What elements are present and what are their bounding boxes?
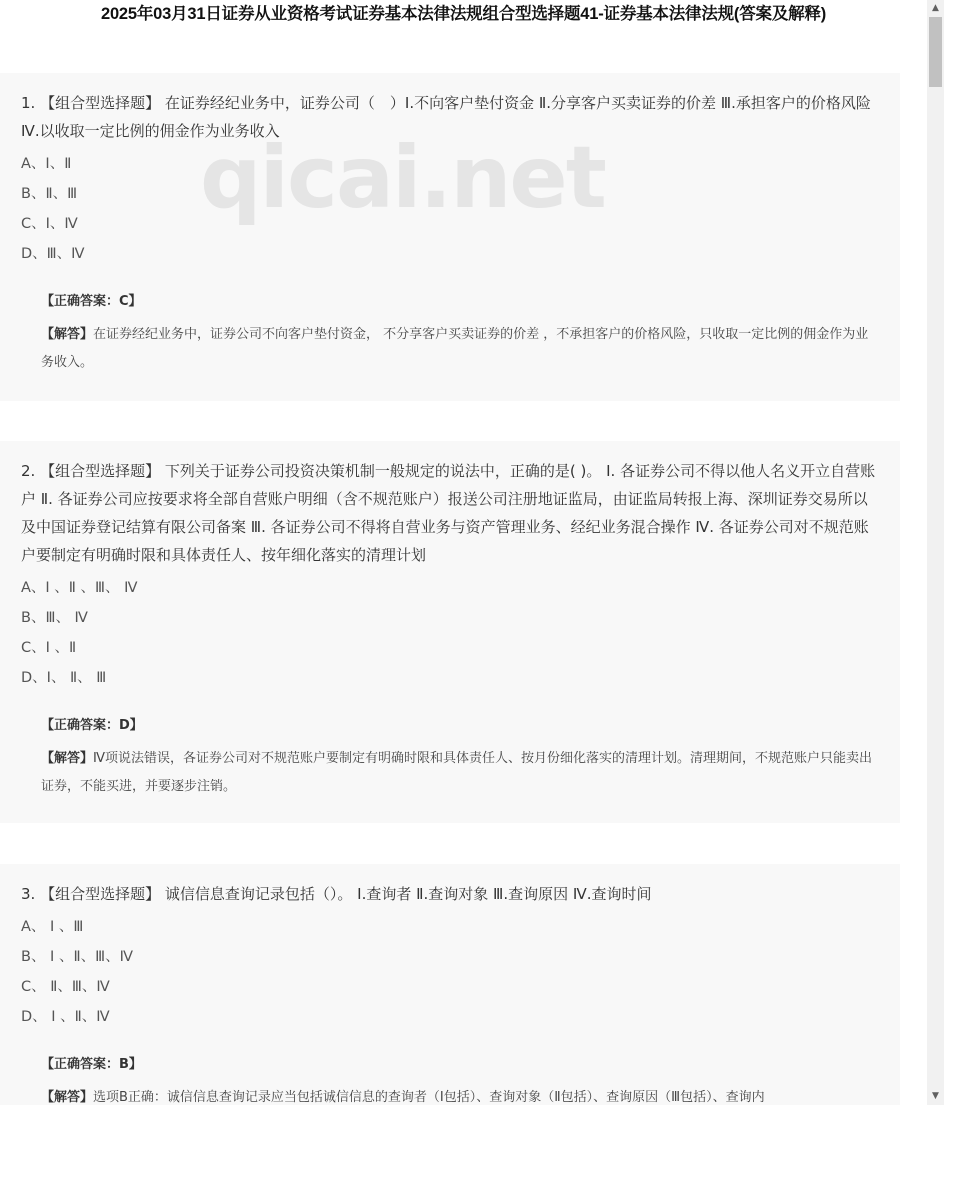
question-stem — [21, 89, 880, 145]
explanation-text: 在证券经纪业务中，证券公司不向客户垫付资金， 不分享客户买卖证券的价差 ，不承担客户的价格风险，只收取一定比例的佣金作为业务收入。 — [41, 327, 869, 370]
answer-block — [21, 1052, 880, 1105]
correct-answer: 【正确答案：C】 — [41, 294, 142, 309]
question-number: 2. — [21, 462, 36, 480]
option-b[interactable]: B、 Ⅰ 、Ⅱ、Ⅲ、Ⅳ — [21, 949, 133, 965]
vertical-scrollbar[interactable] — [927, 0, 944, 1105]
explanation-label: 【解答】 — [41, 751, 94, 766]
option-b[interactable]: B、Ⅲ、 Ⅳ — [21, 610, 88, 626]
question-number: 3. — [21, 885, 36, 903]
watermark-logo: qicai.net — [200, 128, 605, 228]
question-text: 在证券经纪业务中，证券公司（ ）Ⅰ.不向客户垫付资金 Ⅱ.分享客户买卖证券的价差 Ⅲ.承担客户的价格风险 Ⅳ.以收取一定比例的佣金作为业务收入 — [21, 94, 871, 140]
explanation-label: 【解答】 — [41, 1090, 94, 1105]
explanation — [41, 321, 880, 377]
option-c[interactable]: C、 Ⅱ、Ⅲ、Ⅳ — [21, 979, 110, 995]
option-c[interactable]: C、Ⅰ 、Ⅱ — [21, 640, 77, 656]
options-list — [21, 912, 880, 1032]
question-card — [0, 441, 900, 823]
explanation — [41, 745, 880, 801]
question-text: 诚信信息查询记录包括（）。 Ⅰ.查询者 Ⅱ.查询对象 Ⅲ.查询原因 Ⅳ.查询时间 — [164, 885, 652, 903]
question-type: 【组合型选择题】 — [40, 462, 161, 480]
question-stem — [21, 457, 880, 569]
scroll-up-arrow-icon[interactable]: ▲ — [932, 3, 939, 13]
question-type: 【组合型选择题】 — [40, 94, 161, 112]
option-c[interactable]: C、Ⅰ、Ⅳ — [21, 216, 78, 232]
question-type: 【组合型选择题】 — [40, 885, 161, 903]
scrollbar-thumb[interactable] — [929, 17, 942, 87]
explanation-label: 【解答】 — [41, 327, 94, 342]
correct-answer: 【正确答案：B】 — [41, 1057, 142, 1072]
option-a[interactable]: A、Ⅰ、Ⅱ — [21, 156, 72, 172]
question-card — [0, 73, 900, 401]
option-a[interactable]: A、 Ⅰ 、Ⅲ — [21, 919, 84, 935]
options-list — [21, 573, 880, 693]
explanation-text: Ⅳ项说法错误，各证券公司对不规范账户要制定有明确时限和具体责任人、按月份细化落实的清理计划。清理期间，不规范账户只能卖出证券，不能买进，并要逐步注销。 — [41, 751, 873, 794]
question-card — [0, 864, 900, 1105]
question-text: 下列关于证券公司投资决策机制一般规定的说法中，正确的是( )。 Ⅰ. 各证券公司不得以他人名义开立自营账户 Ⅱ. 各证券公司应按要求将全部自营账户明细（含不规范账户）报送公司注册地证监局，由证监局转报上海、深圳证券交易所以及中国证券登记结算有限公司备案 Ⅲ. 各证券公司不得将自营业务与资产管理业务、经纪业务混合操作 Ⅳ. 各证券公司对不规范账户要制定有明确时限和具体责任人、按年细化落实的清理计划 — [21, 462, 876, 564]
answer-block — [21, 713, 880, 801]
option-b[interactable]: B、Ⅱ、Ⅲ — [21, 186, 78, 202]
explanation-text: 选项B正确：诚信信息查询记录应当包括诚信信息的查询者（Ⅰ包括）、查询对象（Ⅱ包括）、查询原因（Ⅲ包括）、查询内 — [93, 1090, 765, 1105]
scroll-down-arrow-icon[interactable]: ▼ — [932, 1091, 939, 1101]
option-d[interactable]: D、Ⅰ、 Ⅱ、 Ⅲ — [21, 670, 107, 686]
options-list — [21, 149, 880, 269]
option-a[interactable]: A、Ⅰ 、Ⅱ 、Ⅲ、 Ⅳ — [21, 580, 138, 596]
page-title: 2025年03月31日证券从业资格考试证券基本法律法规组合型选择题41-证券基本法律法规(答案及解释) — [100, 5, 827, 23]
explanation — [41, 1084, 880, 1105]
option-d[interactable]: D、 Ⅰ 、Ⅱ、Ⅳ — [21, 1009, 110, 1025]
option-d[interactable]: D、Ⅲ、Ⅳ — [21, 246, 85, 262]
correct-answer: 【正确答案：D】 — [41, 718, 143, 733]
question-stem — [21, 880, 880, 908]
question-number: 1. — [21, 94, 36, 112]
answer-block — [21, 289, 880, 377]
